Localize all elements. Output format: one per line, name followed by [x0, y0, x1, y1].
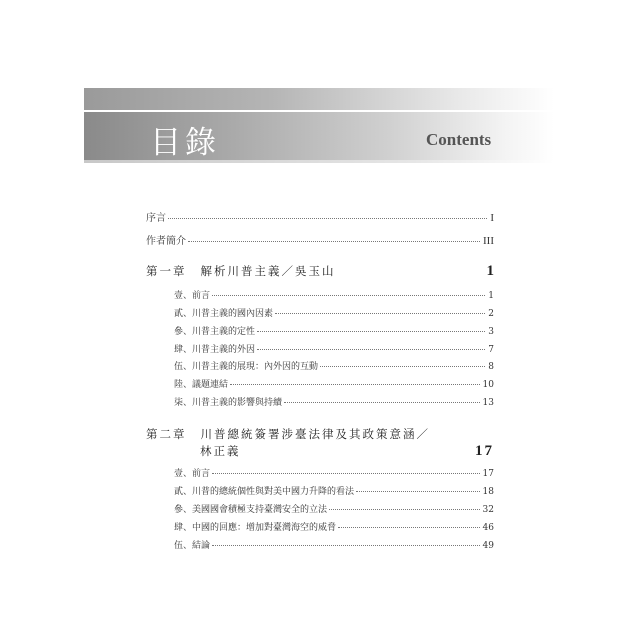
toc-section[interactable] [174, 324, 494, 337]
toc-section-label: 參、川普主義的定性 [174, 327, 256, 337]
leader-dots [212, 472, 480, 474]
toc-section[interactable] [174, 377, 494, 390]
leader-dots [188, 240, 480, 242]
leader-dots [168, 217, 487, 219]
leader-dots [257, 348, 485, 350]
toc-section-label: 壹、前言 [174, 469, 211, 479]
header-band-top [84, 88, 554, 110]
chapter-page: 1 [486, 263, 494, 279]
toc-section[interactable] [174, 288, 494, 301]
toc-section-page: 7 [488, 345, 494, 355]
toc-section[interactable] [174, 466, 494, 479]
toc-entry-preface[interactable] [146, 209, 494, 224]
toc-section-page: 10 [482, 380, 494, 390]
chapter-number: 第二章 [146, 427, 187, 441]
toc-chapter-2[interactable] [146, 426, 494, 460]
toc-entry-page: I [490, 212, 494, 224]
toc-section[interactable] [174, 484, 494, 497]
toc-section-label: 陸、議題連結 [174, 380, 229, 390]
toc-entry-author-bios[interactable] [146, 232, 494, 247]
chapter-title: 解析川普主義／吳玉山 [200, 264, 336, 278]
page-title: 目錄 [150, 125, 220, 161]
leader-dots [275, 312, 485, 314]
toc-section[interactable] [174, 520, 494, 533]
toc-section[interactable] [174, 395, 494, 408]
toc-section-label: 參、美國國會積極支持臺灣安全的立法 [174, 505, 328, 515]
toc-section[interactable] [174, 359, 494, 372]
toc-section-label: 伍、川普主義的展現：內外因的互動 [174, 362, 319, 372]
leader-dots [320, 365, 485, 367]
toc-entry-label: 作者簡介 [146, 236, 186, 247]
leader-dots [257, 330, 485, 332]
toc-section[interactable] [174, 538, 494, 551]
toc-section-label: 柒、川普主義的影響與持續 [174, 398, 283, 408]
toc-section-label: 伍、結論 [174, 541, 211, 551]
leader-dots [284, 401, 480, 403]
toc-section-page: 3 [488, 327, 494, 337]
leader-dots [356, 490, 480, 492]
toc-section-page: 1 [488, 291, 494, 301]
toc-section-page: 13 [482, 398, 494, 408]
page-title-english: Contents [426, 130, 492, 149]
chapter-number: 第一章 [146, 264, 187, 278]
toc-section-page: 2 [488, 309, 494, 319]
toc-section-page: 49 [482, 541, 494, 551]
toc-section-page: 17 [482, 469, 494, 479]
chapter-title-continued: 林正義 [200, 444, 241, 458]
toc-section-label: 肆、川普主義的外因 [174, 345, 256, 355]
toc-section-page: 32 [482, 505, 494, 515]
toc-chapter-1[interactable] [146, 263, 494, 280]
toc-section-page: 18 [482, 487, 494, 497]
leader-dots [329, 508, 480, 510]
leader-dots [212, 294, 485, 296]
toc-entry-label: 序言 [146, 213, 166, 224]
toc-entry-page: III [483, 235, 494, 247]
toc-section-label: 貳、川普的總統個性與對美中國力升降的看法 [174, 487, 355, 497]
leader-dots [212, 544, 480, 546]
toc-section[interactable] [174, 342, 494, 355]
toc-section-page: 46 [482, 523, 494, 533]
leader-dots [338, 526, 480, 528]
toc-section[interactable] [174, 306, 494, 319]
chapter-title: 川普總統簽署涉臺法律及其政策意涵／ [200, 427, 430, 441]
toc-section-label: 肆、中國的回應：增加對臺灣海空的威脅 [174, 523, 337, 533]
toc-section-label: 貳、川普主義的國內因素 [174, 309, 274, 319]
toc-section-page: 8 [488, 362, 494, 372]
toc-section-label: 壹、前言 [174, 291, 211, 301]
toc-section[interactable] [174, 502, 494, 515]
chapter-page: 17 [475, 443, 494, 459]
leader-dots [230, 383, 480, 385]
